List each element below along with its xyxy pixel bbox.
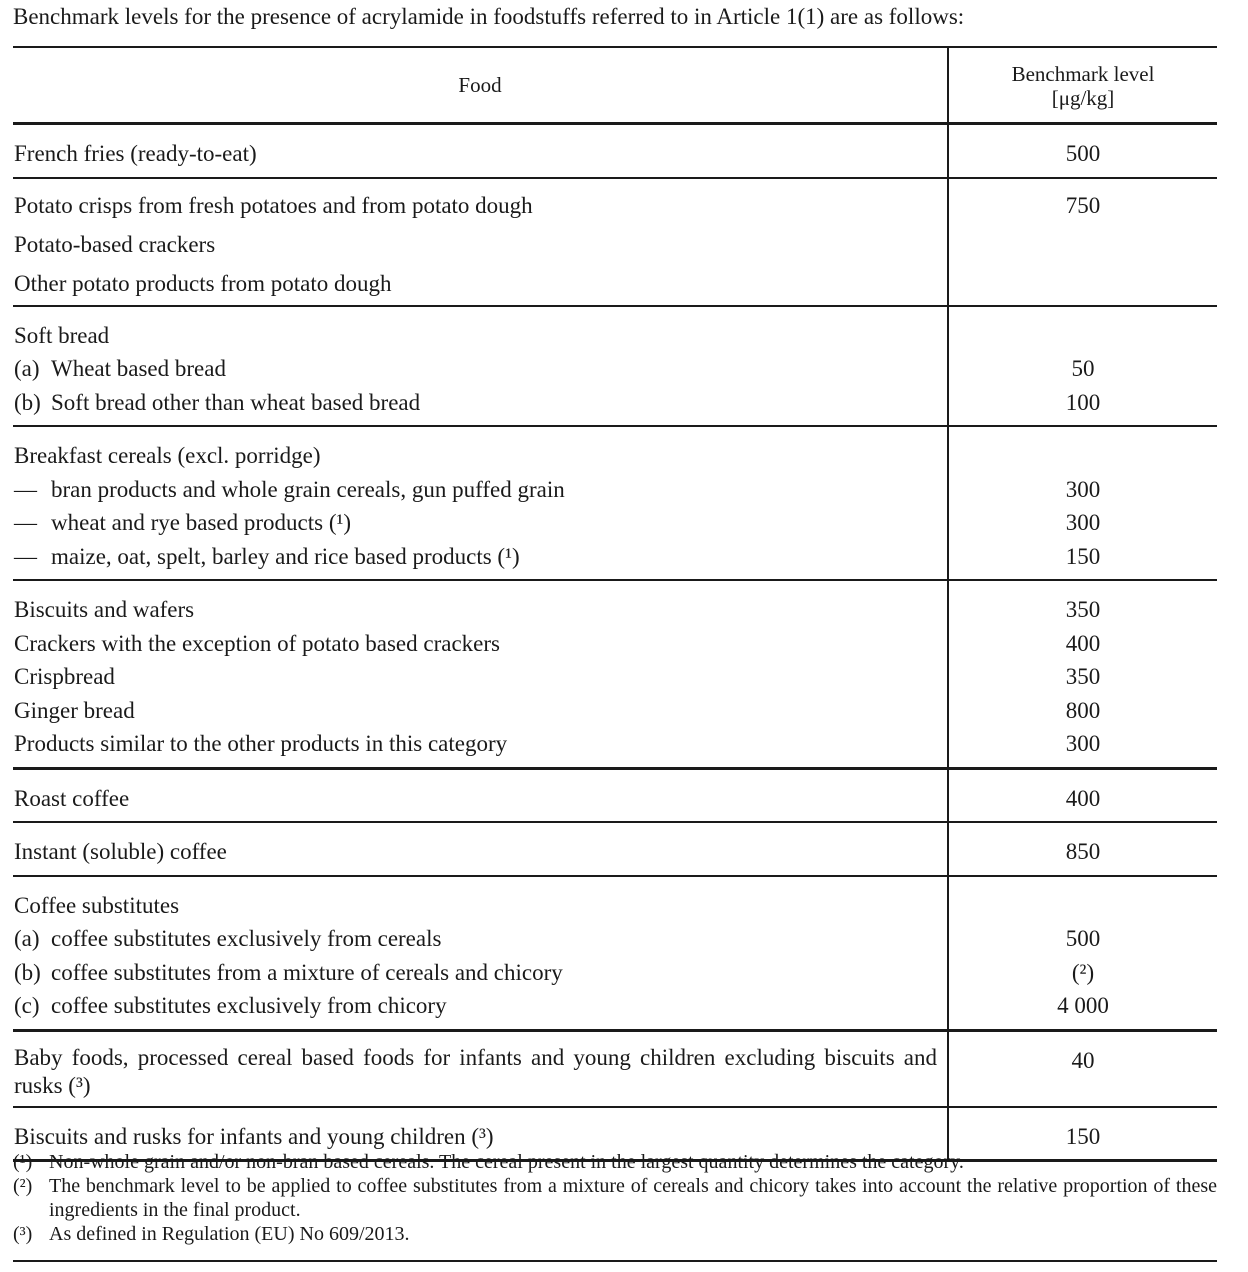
table-row	[13, 822, 1217, 876]
food-heading: Breakfast cereals (excl. porridge)	[14, 443, 321, 468]
food-heading: Soft bread	[14, 322, 110, 348]
footnote-mark: (²)	[13, 1175, 33, 1197]
level-value: 750	[1065, 192, 1101, 218]
level-value: 400	[1065, 785, 1101, 811]
table-row	[13, 124, 1217, 178]
enum-marker: (c)	[14, 993, 40, 1018]
table-row	[13, 768, 1217, 822]
enum-marker: (b)	[14, 959, 41, 985]
food-item: Baby foods, processed cereal based foods for infants and young children excluding biscuits and rusks (³)	[14, 1044, 937, 1098]
level-value: 300	[1065, 731, 1101, 756]
food-item: Potato crisps from fresh potatoes and from potato dough	[14, 192, 533, 218]
food-item: Potato-based crackers	[14, 231, 216, 257]
food-cell	[13, 1030, 948, 1107]
level-value: 500	[1065, 141, 1101, 166]
footnote-text: The benchmark level to be applied to coffee substitutes from a mixture of cereals and chicory takes into account the relative proportion of these ingredients in the final product.	[49, 1175, 1217, 1221]
food-item	[14, 473, 947, 507]
header-level-label: Benchmark level	[1011, 62, 1155, 86]
food-item: Other potato products from potato dough	[14, 270, 392, 296]
intro-text: Benchmark levels for the presence of acrylamide in foodstuffs referred to in Article 1(1) are as follows:	[13, 4, 965, 29]
level-value: 350	[1065, 664, 1101, 689]
level-value: 800	[1065, 697, 1101, 723]
food-item	[14, 989, 947, 1023]
food-item-text: bran products and whole grain cereals, gun puffed grain	[51, 476, 565, 502]
bottom-rule	[13, 1260, 1217, 1262]
level-value: 4 000	[1057, 993, 1109, 1018]
food-item-text: coffee substitutes exclusively from chicory	[51, 993, 447, 1018]
footnote	[13, 1150, 1217, 1174]
table-row	[13, 426, 1217, 580]
enum-marker: (a)	[14, 926, 40, 951]
food-item: Crackers with the exception of potato based crackers	[14, 630, 500, 656]
level-value: 150	[1065, 543, 1101, 569]
level-value: 50	[1071, 356, 1095, 381]
footnote	[13, 1222, 1217, 1246]
food-cell	[13, 876, 948, 1031]
table-row	[13, 580, 1217, 768]
food-cell	[13, 822, 948, 876]
food-cell	[13, 768, 948, 822]
level-value: 40	[1071, 1047, 1095, 1073]
footnotes	[13, 1150, 1217, 1246]
level-value: (²)	[1071, 959, 1095, 985]
food-item	[14, 386, 947, 420]
header-benchmark-level	[948, 47, 1217, 124]
footnote	[13, 1174, 1217, 1222]
level-value: 150	[1065, 1123, 1101, 1149]
food-item: Roast coffee	[14, 785, 130, 811]
food-item: Biscuits and rusks for infants and young children (³)	[14, 1123, 494, 1149]
dash-marker: —	[14, 543, 37, 569]
food-item: Biscuits and wafers	[14, 597, 195, 622]
food-item	[14, 506, 947, 540]
level-value: 350	[1065, 597, 1101, 622]
food-item-text: coffee substitutes from a mixture of cereals and chicory	[51, 959, 563, 985]
food-item-text: coffee substitutes exclusively from cereals	[51, 926, 442, 951]
food-item	[14, 922, 947, 956]
level-value: 300	[1065, 510, 1101, 535]
level-cell	[948, 178, 1217, 306]
level-cell	[948, 124, 1217, 178]
food-item	[14, 956, 947, 990]
enum-marker: (b)	[14, 389, 41, 415]
food-cell	[13, 178, 948, 306]
level-value: 850	[1065, 839, 1101, 864]
level-value: 100	[1065, 389, 1101, 415]
level-cell	[948, 580, 1217, 768]
level-spacer	[949, 439, 1217, 473]
level-value: 300	[1065, 476, 1101, 502]
food-item: French fries (ready-to-eat)	[14, 141, 257, 166]
food-item: Instant (soluble) coffee	[14, 839, 227, 864]
benchmark-table-wrapper	[13, 46, 1217, 1162]
header-food: Food	[13, 47, 948, 124]
food-item: Products similar to the other products in this category	[14, 731, 508, 756]
table-row	[13, 1030, 1217, 1107]
food-heading: Coffee substitutes	[14, 892, 180, 918]
dash-marker: —	[14, 476, 37, 502]
level-spacer	[949, 319, 1217, 353]
food-item-text: Wheat based bread	[51, 356, 226, 381]
footnote-mark: (¹)	[13, 1151, 33, 1173]
food-cell	[13, 306, 948, 427]
food-item: Crispbread	[14, 664, 115, 689]
level-cell	[948, 306, 1217, 427]
food-item-text: maize, oat, spelt, barley and rice based products (¹)	[51, 543, 520, 569]
level-value: 500	[1065, 926, 1101, 951]
level-value: 400	[1065, 630, 1101, 656]
food-cell	[13, 124, 948, 178]
footnote-text: As defined in Regulation (EU) No 609/2013.	[49, 1223, 410, 1245]
food-cell	[13, 580, 948, 768]
food-item	[14, 540, 947, 574]
level-cell	[948, 822, 1217, 876]
table-row	[13, 306, 1217, 427]
level-spacer	[949, 889, 1217, 923]
dash-marker: —	[14, 510, 37, 535]
footnote-text: Non-whole grain and/or non-bran based cereals. The cereal present in the largest quantity determines the category.	[49, 1151, 964, 1173]
level-cell	[948, 426, 1217, 580]
food-item-text: wheat and rye based products (¹)	[51, 510, 352, 535]
food-item-text: Soft bread other than wheat based bread	[51, 389, 421, 415]
food-item: Ginger bread	[14, 697, 135, 723]
level-cell	[948, 1030, 1217, 1107]
level-cell	[948, 768, 1217, 822]
benchmark-table	[13, 46, 1217, 1162]
footnote-mark: (³)	[13, 1223, 33, 1245]
header-level-unit: [μg/kg]	[1051, 86, 1115, 110]
enum-marker: (a)	[14, 356, 40, 381]
table-row	[13, 876, 1217, 1031]
table-header-row	[13, 47, 1217, 124]
table-row	[13, 178, 1217, 306]
food-cell	[13, 426, 948, 580]
level-cell	[948, 876, 1217, 1031]
food-item	[14, 352, 947, 386]
